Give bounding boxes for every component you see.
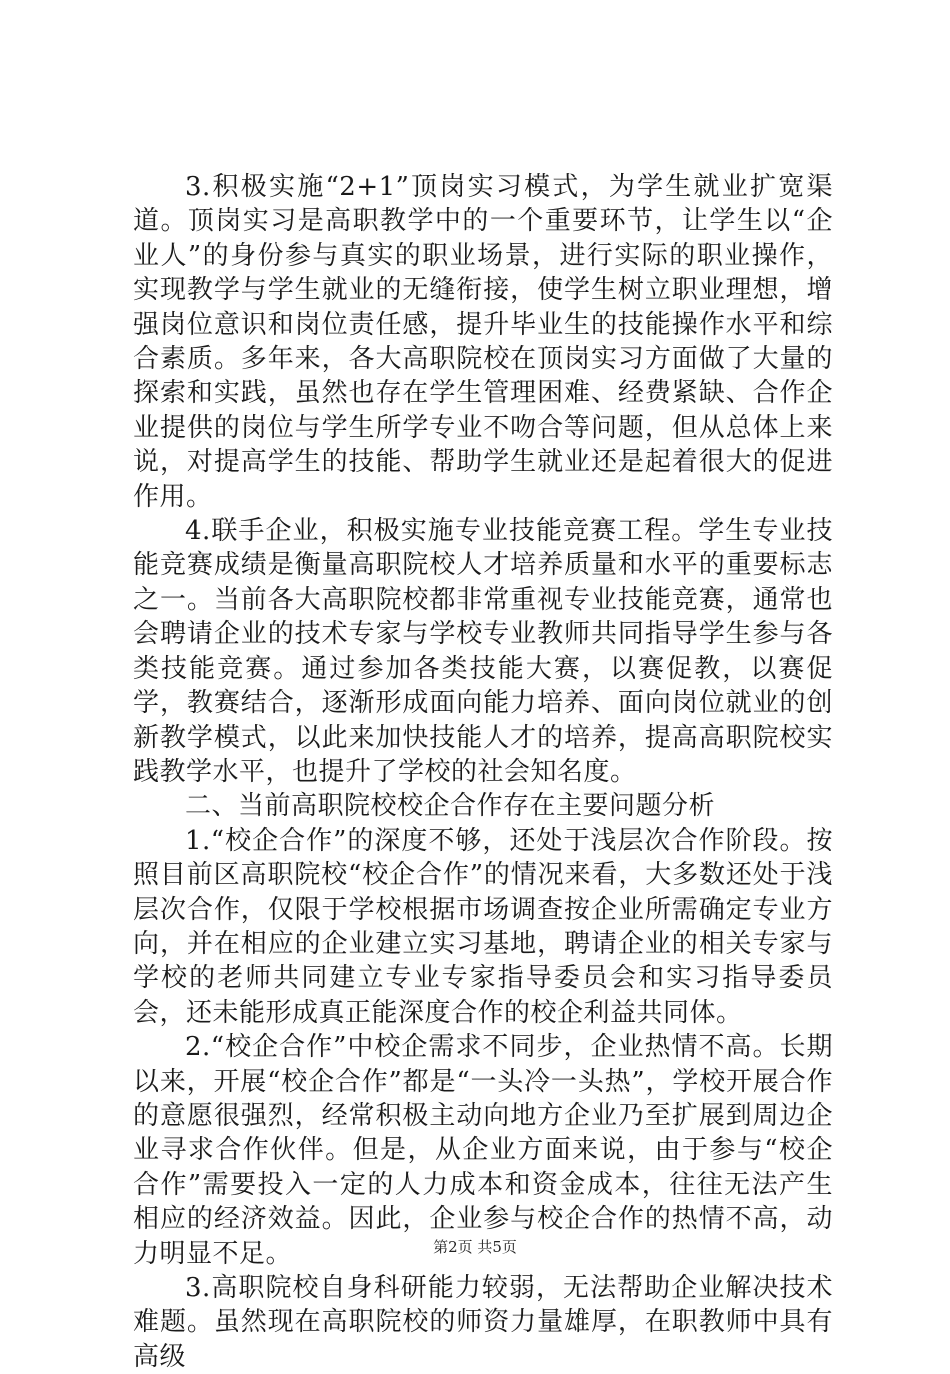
paragraph-problem-3-research: 3.高职院校自身科研能力较弱，无法帮助企业解决技术难题。虽然现在高职院校的师资力量雄厚，在职教师中具有高级	[133, 1273, 833, 1372]
document-body	[133, 170, 833, 1374]
page-number-footer: 第2页 共5页	[433, 1238, 517, 1256]
paragraph-item-4-skills-competition: 4.联手企业，积极实施专业技能竞赛工程。学生专业技能竞赛成绩是衡量高职院校人才培养质量和水平的重要标志之一。当前各大高职院校都非常重视专业技能竞赛，通常也会聘请企业的技术专家与学校专业教师共同指导学生参与各类技能竞赛。通过参加各类技能大赛，以赛促教，以赛促学，教赛结合，逐渐形成面向能力培养、面向岗位就业的创新教学模式，以此来加快技能人才的培养，提高高职院校实践教学水平，也提升了学校的社会知名度。	[133, 516, 833, 787]
paragraph-problem-2-demand: 2.“校企合作”中校企需求不同步，企业热情不高。长期以来，开展“校企合作”都是“一头冷一头热”，学校开展合作的意愿很强烈，经常积极主动向地方企业乃至扩展到周边企业寻求合作伙伴。但是，从企业方面来说，由于参与“校企合作”需要投入一定的人力成本和资金成本，往往无法产生相应的经济效益。因此，企业参与校企合作的热情不高，动力明显不足。	[133, 1032, 833, 1269]
paragraph-problem-1-depth: 1.“校企合作”的深度不够，还处于浅层次合作阶段。按照目前区高职院校“校企合作”的情况来看，大多数还处于浅层次合作，仅限于学校根据市场调查按企业所需确定专业方向，并在相应的企业建立实习基地，聘请企业的相关专家与学校的老师共同建立专业专家指导委员会和实习指导委员会，还未能形成真正能深度合作的校企利益共同体。	[133, 825, 833, 1028]
section-heading-problems: 二、当前高职院校校企合作存在主要问题分析	[185, 791, 716, 822]
paragraph-item-3-internship: 3.积极实施“2+1”顶岗实习模式，为学生就业扩宽渠道。顶岗实习是高职教学中的一个重要环节，让学生以“企业人”的身份参与真实的职业场景，进行实际的职业操作，实现教学与学生就业的无缝衔接，使学生树立职业理想，增强岗位意识和岗位责任感，提升毕业生的技能操作水平和综合素质。多年来，各大高职院校在顶岗实习方面做了大量的探索和实践，虽然也存在学生管理困难、经费紧缺、合作企业提供的岗位与学生所学专业不吻合等问题，但从总体上来说，对提高学生的技能、帮助学生就业还是起着很大的促进作用。	[133, 172, 833, 512]
